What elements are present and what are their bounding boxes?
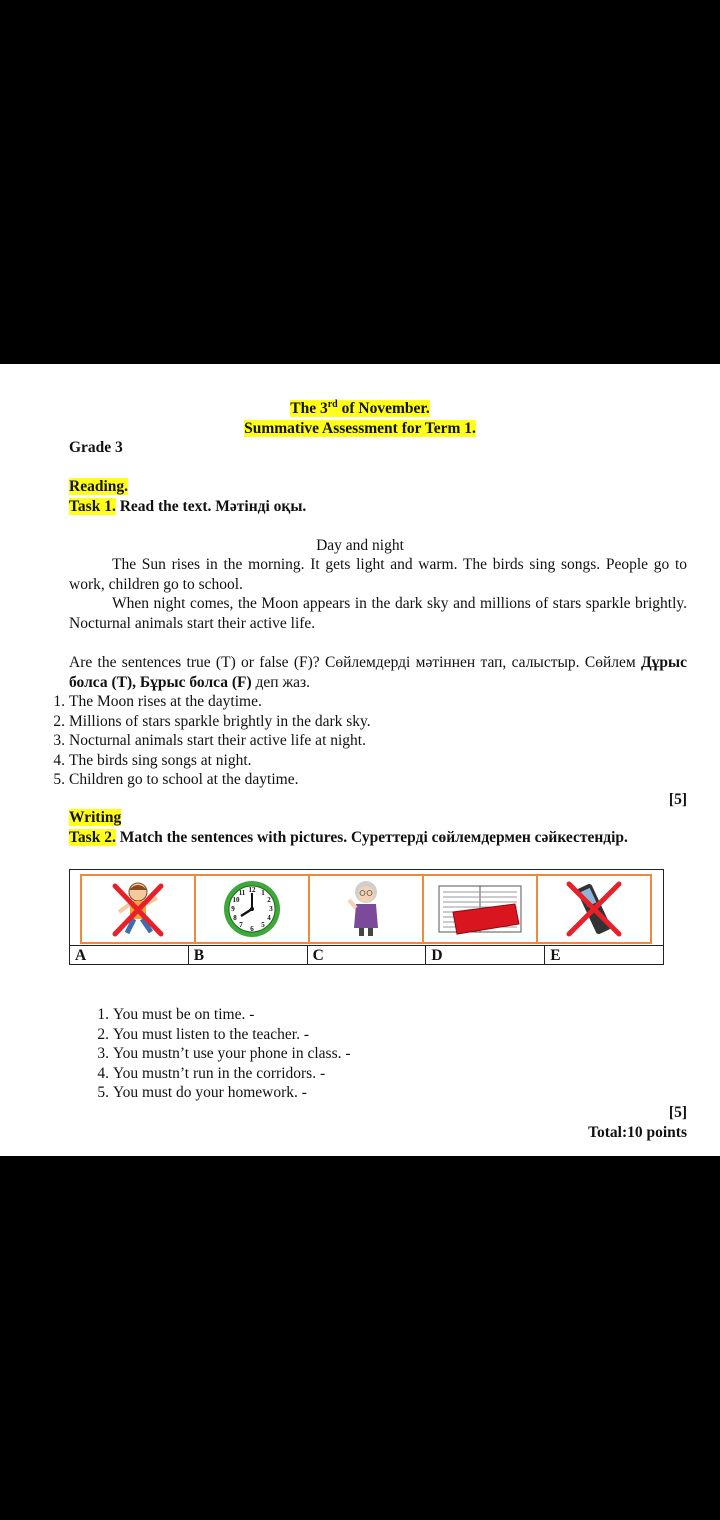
letter-c: C (308, 946, 427, 965)
list-item: 5. You must do your homework. - (97, 1084, 307, 1101)
sentences-list (97, 1005, 351, 1103)
reading-paragraph-2: When night comes, the Moon appears in the dark sky and millions of stars sparkle brightly. Nocturnal animals start their active life. (69, 595, 687, 632)
letter-b: B (189, 946, 308, 965)
task1-heading: Task 1. Read the text. Мәтінді оқы. (69, 498, 307, 515)
letter-d: D (426, 946, 545, 965)
no-phone-icon (559, 878, 629, 940)
picture-cell-b (196, 876, 310, 942)
svg-text:6: 6 (250, 925, 254, 933)
list-item: 1. You must be on time. - (97, 1006, 255, 1023)
svg-text:12: 12 (248, 886, 256, 894)
picture-cell-d (424, 876, 538, 942)
reading-heading: Reading. (69, 478, 128, 495)
svg-text:2: 2 (267, 896, 271, 904)
svg-text:3: 3 (269, 905, 273, 913)
svg-text:7: 7 (239, 921, 243, 929)
pictures-letters-row (70, 945, 663, 965)
svg-text:11: 11 (238, 889, 246, 897)
list-item: 3. Nocturnal animals start their active life at night. (53, 732, 366, 749)
pictures-row (80, 874, 652, 944)
list-item: 3. You mustn’t use your phone in class. - (97, 1045, 351, 1062)
total-points: Total:10 points (588, 1124, 687, 1141)
list-item: 1. The Moon rises at the daytime. (53, 693, 262, 710)
picture-cell-e (538, 876, 650, 942)
list-item: 4. You mustn’t run in the corridors. - (97, 1064, 326, 1082)
no-running-icon (103, 878, 173, 940)
task1-points: [5] (668, 791, 687, 808)
task2-points: [5] (668, 1104, 687, 1121)
page-title: Summative Assessment for Term 1. (244, 420, 476, 437)
letter-a: A (70, 946, 189, 965)
writing-heading: Writing (69, 809, 122, 826)
svg-text:9: 9 (231, 905, 235, 913)
picture-cell-c (310, 876, 424, 942)
svg-text:5: 5 (261, 921, 265, 929)
list-item: 4. The birds sing songs at night. (53, 751, 252, 769)
worksheet-page (0, 364, 720, 1156)
statements-list (53, 692, 371, 790)
letter-e: E (550, 947, 561, 964)
list-item: 2. Millions of stars sparkle brightly in the dark sky. (53, 712, 371, 730)
teacher-icon (331, 878, 401, 940)
clock-icon (217, 878, 287, 940)
task1-instruction: Are the sentences true (T) or false (F)? Сөйлемдерді мәтіннен тап, салыстыр. Сөйлем Дұрыс болса (Т), Бұрыс болса (F) деп жаз. (69, 654, 687, 691)
list-item: 2. You must listen to the teacher. - (97, 1025, 310, 1043)
date-line: The 3rd of November. (290, 398, 430, 417)
svg-text:4: 4 (267, 914, 271, 922)
svg-text:1: 1 (261, 889, 265, 897)
grade-label: Grade 3 (69, 439, 123, 456)
picture-cell-a (82, 876, 196, 942)
homework-notebook-icon (435, 878, 525, 940)
task2-heading: Task 2. Match the sentences with pictures. Суреттерді сөйлемдермен сәйкестендір. (69, 829, 628, 846)
svg-text:8: 8 (233, 914, 237, 922)
pictures-table (69, 869, 664, 965)
list-item: 5. Children go to school at the daytime. (53, 771, 299, 788)
reading-paragraph-1: The Sun rises in the morning. It gets light and warm. The birds sing songs. People go to work, children go to school. (69, 556, 687, 593)
svg-text:10: 10 (232, 896, 240, 904)
text-title: Day and night (316, 537, 404, 554)
